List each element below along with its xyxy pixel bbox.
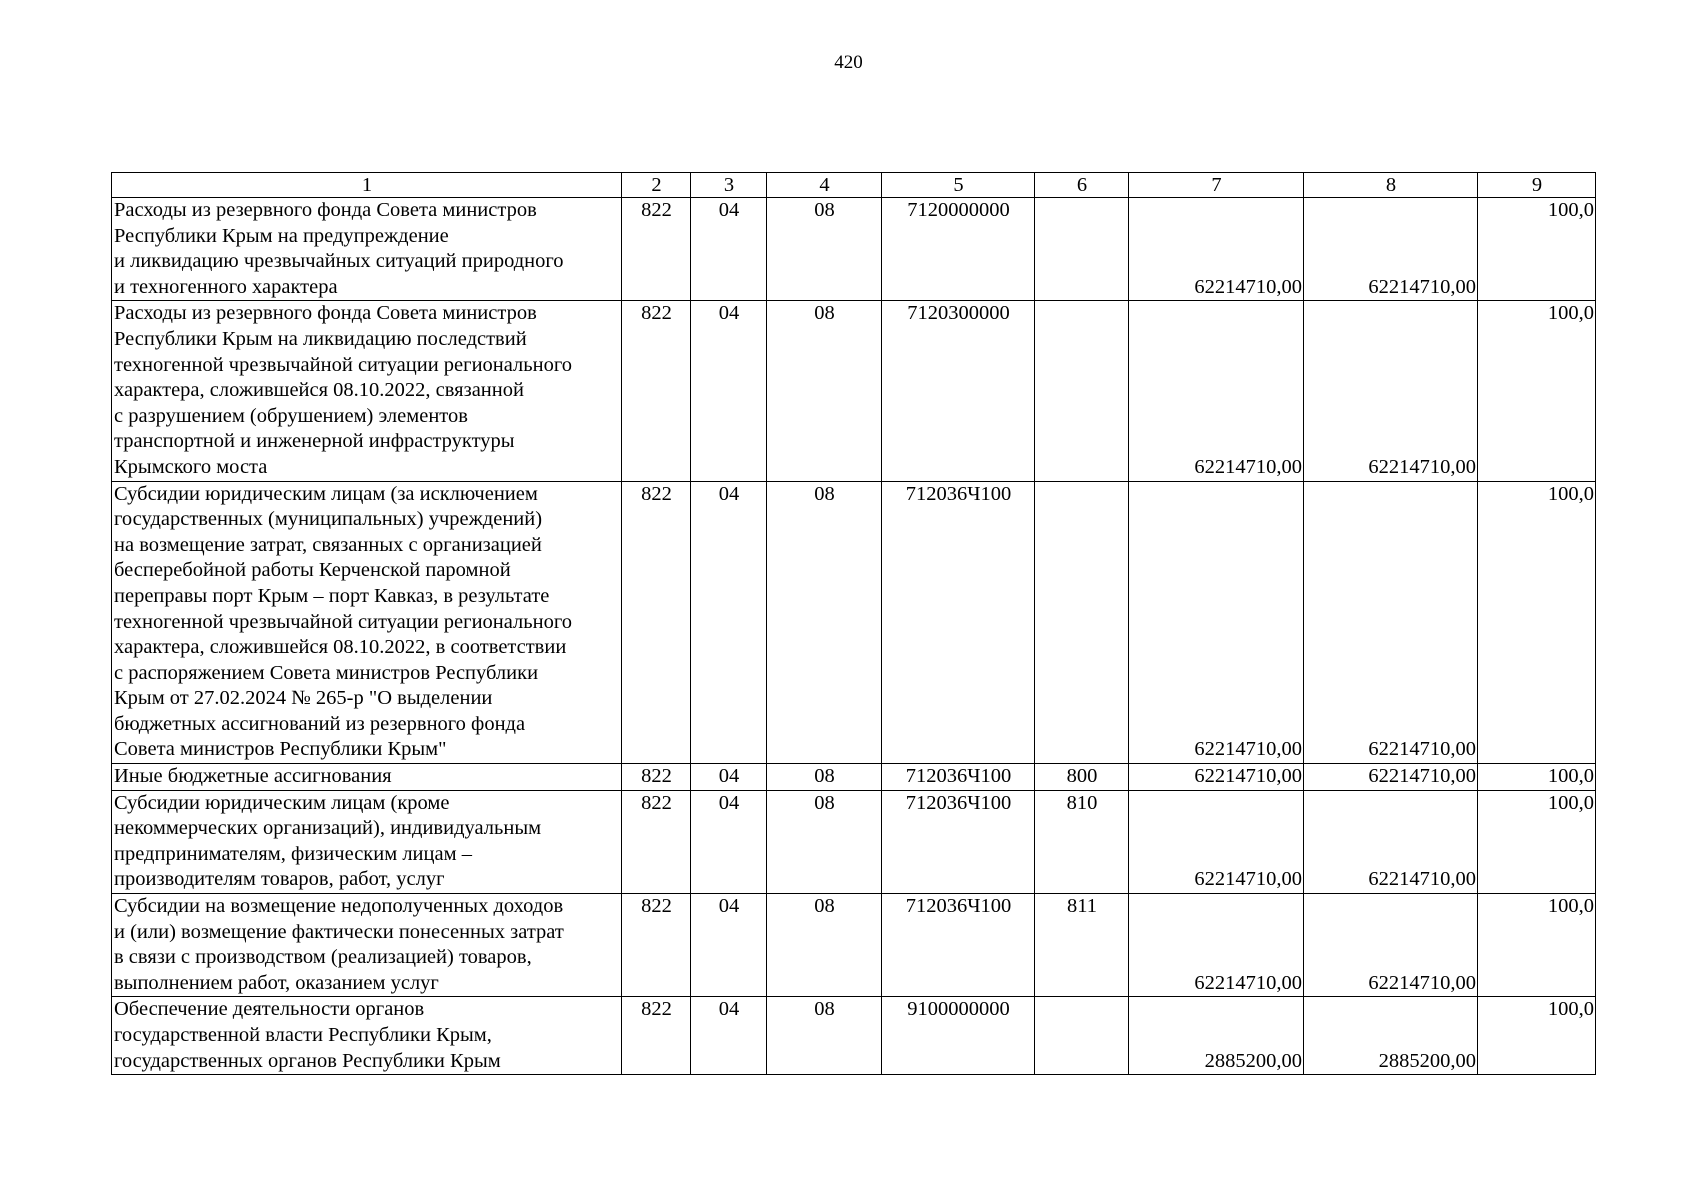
column-header: 1 [112,173,622,198]
row-fact-cell: 62214710,00 [1304,301,1478,481]
row-plan-cell: 62214710,00 [1129,790,1304,893]
page-number: 420 [834,52,863,73]
row-vr-cell: 810 [1035,790,1129,893]
row-percent-cell: 100,0 [1478,481,1596,764]
row-fact-cell: 62214710,00 [1304,790,1478,893]
row-name-cell: Субсидии на возмещение недополученных доходов и (или) возмещение фактически понесенных затрат в связи с производством (реализацией) товаров, выполнением работ, оказанием услуг [112,894,622,997]
row-name-cell: Субсидии юридическим лицам (за исключением государственных (муниципальных) учреждений) на возмещение затрат, связанных с организацией бесперебойной работы Керченской паромной переправы порт Крым – порт Кавказ, в результате техногенной чрезвычайной ситуации регионального характера, сложившейся 08.10.2022, в соответствии с распоряжением Совета министров Республики Крым от 27.02.2024 № 265-р "О выделении бюджетных ассигнований из резервного фонда Совета министров Республики Крым" [112,481,622,764]
row-ved-cell: 822 [622,997,691,1075]
row-vr-cell: 800 [1035,764,1129,791]
row-fact-cell: 62214710,00 [1304,764,1478,791]
row-pr-cell: 08 [767,481,882,764]
column-header: 6 [1035,173,1129,198]
row-rz-cell: 04 [691,764,767,791]
row-csr-cell: 9100000000 [882,997,1035,1075]
budget-table [111,172,1596,1075]
row-csr-cell: 7120000000 [882,198,1035,301]
row-pr-cell: 08 [767,790,882,893]
row-plan-cell: 2885200,00 [1129,997,1304,1075]
row-rz-cell: 04 [691,198,767,301]
table-row [112,790,1596,893]
row-ved-cell: 822 [622,790,691,893]
row-vr-cell [1035,481,1129,764]
column-header: 5 [882,173,1035,198]
row-plan-cell: 62214710,00 [1129,894,1304,997]
column-header: 2 [622,173,691,198]
row-name-cell: Расходы из резервного фонда Совета министров Республики Крым на ликвидацию последствий техногенной чрезвычайной ситуации регионального характера, сложившейся 08.10.2022, связанной с разрушением (обрушением) элементов транспортной и инженерной инфраструктуры Крымского моста [112,301,622,481]
table-row [112,198,1596,301]
column-header: 9 [1478,173,1596,198]
table-row [112,894,1596,997]
row-vr-cell: 811 [1035,894,1129,997]
row-fact-cell: 2885200,00 [1304,997,1478,1075]
row-plan-cell: 62214710,00 [1129,764,1304,791]
column-header: 4 [767,173,882,198]
column-header: 3 [691,173,767,198]
row-pr-cell: 08 [767,301,882,481]
row-name-cell: Обеспечение деятельности органов государственной власти Республики Крым, государственных органов Республики Крым [112,997,622,1075]
row-ved-cell: 822 [622,198,691,301]
row-vr-cell [1035,198,1129,301]
row-vr-cell [1035,997,1129,1075]
row-percent-cell: 100,0 [1478,997,1596,1075]
row-rz-cell: 04 [691,790,767,893]
row-ved-cell: 822 [622,894,691,997]
row-name-cell: Субсидии юридическим лицам (кроме некоммерческих организаций), индивидуальным предпринимателям, физическим лицам – производителям товаров, работ, услуг [112,790,622,893]
table-row [112,481,1596,764]
row-rz-cell: 04 [691,997,767,1075]
row-vr-cell [1035,301,1129,481]
row-percent-cell: 100,0 [1478,301,1596,481]
row-rz-cell: 04 [691,894,767,997]
row-pr-cell: 08 [767,764,882,791]
table-row [112,764,1596,791]
table-row [112,301,1596,481]
row-plan-cell: 62214710,00 [1129,481,1304,764]
column-header: 8 [1304,173,1478,198]
row-pr-cell: 08 [767,894,882,997]
row-name-cell: Расходы из резервного фонда Совета министров Республики Крым на предупреждение и ликвидацию чрезвычайных ситуаций природного и техногенного характера [112,198,622,301]
table-row [112,997,1596,1075]
table-header-row [112,173,1596,198]
row-plan-cell: 62214710,00 [1129,198,1304,301]
column-header: 7 [1129,173,1304,198]
row-rz-cell: 04 [691,301,767,481]
row-name-cell: Иные бюджетные ассигнования [112,764,622,791]
row-fact-cell: 62214710,00 [1304,481,1478,764]
row-csr-cell: 712036Ч100 [882,894,1035,997]
row-pr-cell: 08 [767,198,882,301]
row-ved-cell: 822 [622,764,691,791]
row-fact-cell: 62214710,00 [1304,894,1478,997]
row-csr-cell: 712036Ч100 [882,481,1035,764]
row-csr-cell: 712036Ч100 [882,764,1035,791]
row-plan-cell: 62214710,00 [1129,301,1304,481]
row-fact-cell: 62214710,00 [1304,198,1478,301]
row-pr-cell: 08 [767,997,882,1075]
row-rz-cell: 04 [691,481,767,764]
row-percent-cell: 100,0 [1478,764,1596,791]
row-percent-cell: 100,0 [1478,790,1596,893]
row-percent-cell: 100,0 [1478,198,1596,301]
row-csr-cell: 7120300000 [882,301,1035,481]
row-ved-cell: 822 [622,301,691,481]
row-percent-cell: 100,0 [1478,894,1596,997]
row-csr-cell: 712036Ч100 [882,790,1035,893]
row-ved-cell: 822 [622,481,691,764]
